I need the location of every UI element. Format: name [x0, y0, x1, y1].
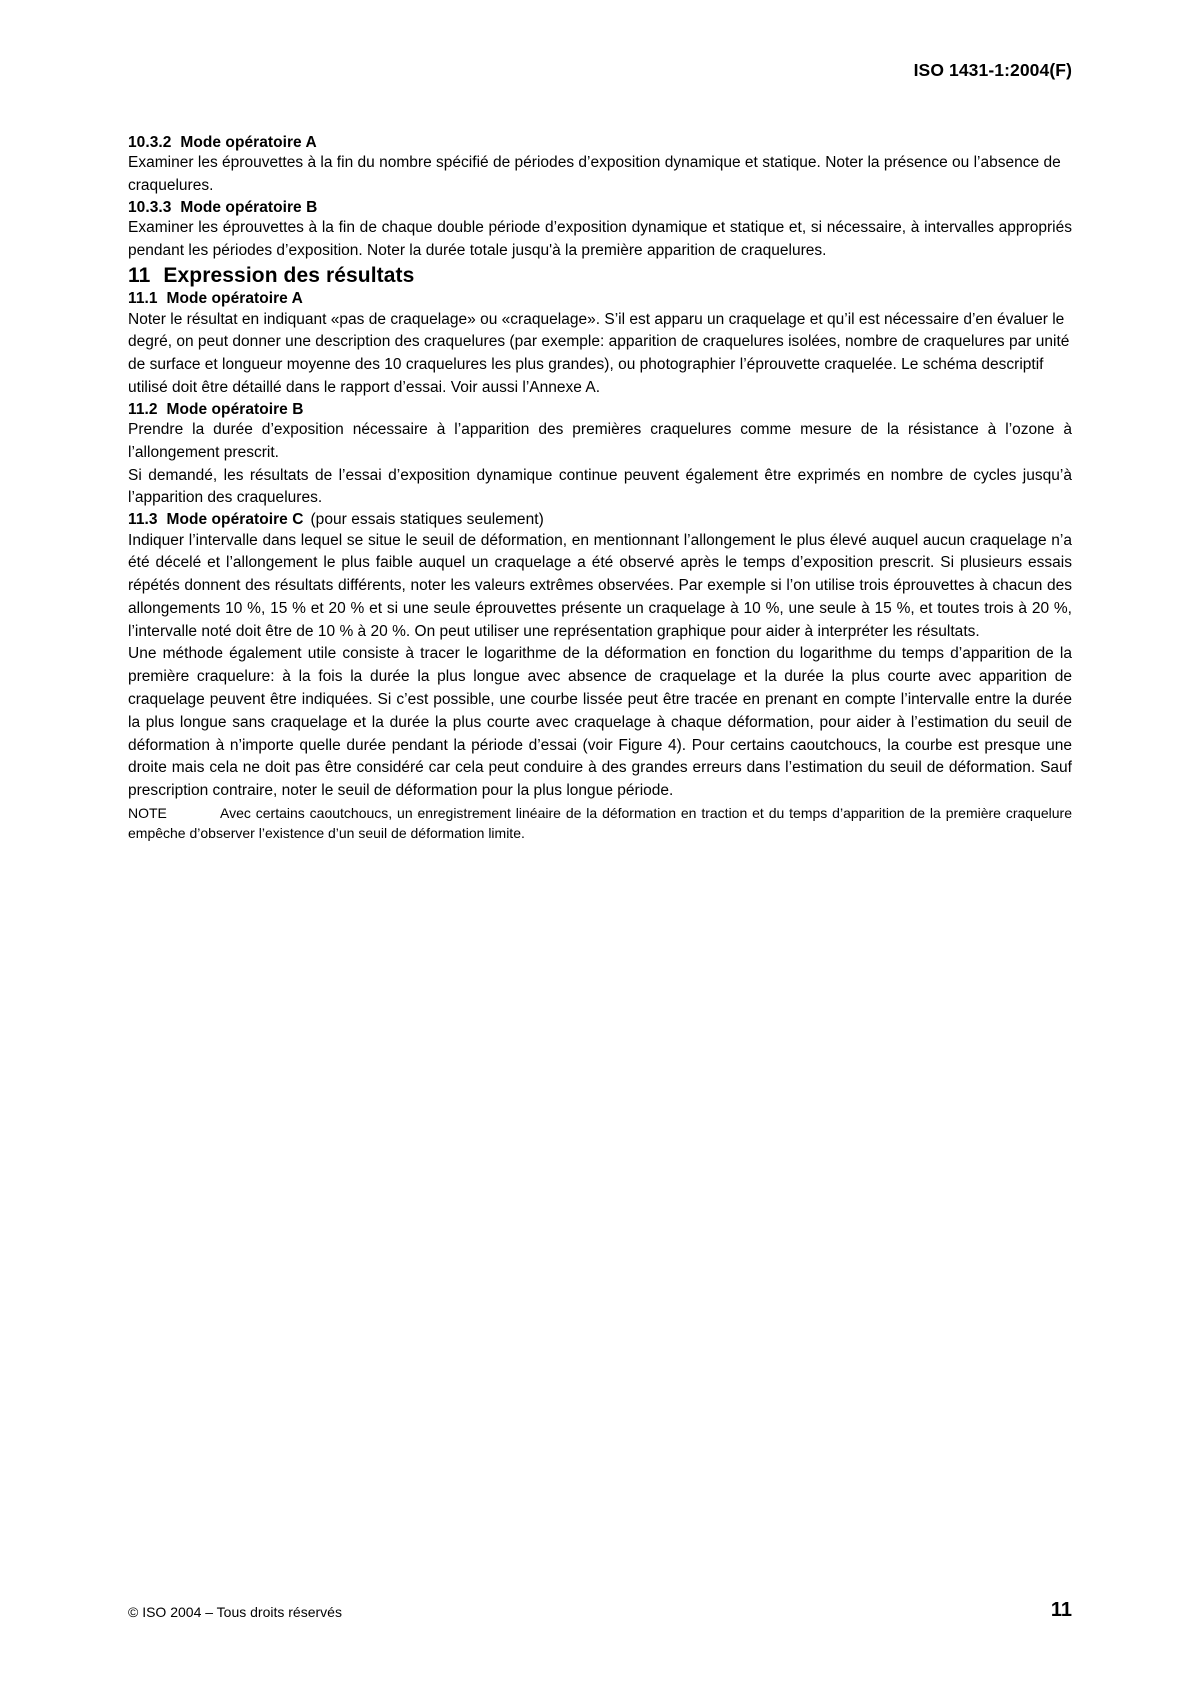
heading-11-3: [128, 510, 1072, 529]
heading-11-2-title: Mode opératoire B: [166, 400, 304, 418]
page-header-area: [128, 0, 1072, 81]
paragraph-11-3-b: Une méthode également utile consiste à tracer le logarithme de la déformation en fonction du logarithme du temps d’apparition de la première craquelure: à la fois la durée la plus longue avec absence de craquelage et la durée la plus courte avec apparition de craquelage peuvent être indiquées. Si c’est possible, une courbe lissée peut être tracée en prenant en compte l’intervalle entre la durée la plus longue sans craquelage et la durée la plus courte avec craquelage à chaque déformation, pour aider à l’estimation du seuil de déformation à n’importe quelle durée pendant la période d’essai (voir Figure 4). Pour certains caoutchoucs, la courbe est presque une droite mais cela ne doit pas être considéré car cela peut conduire à des grandes erreurs dans l’estimation du seuil de déformation. Sauf prescription contraire, noter le seuil de déformation pour la plus longue période.: [128, 645, 1072, 800]
heading-10-3-2-title: Mode opératoire A: [180, 134, 317, 151]
page-number: 11: [1050, 1599, 1072, 1621]
heading-11-3-suffix: (pour essais statiques seulement): [310, 511, 544, 529]
heading-10-3-2: [128, 133, 1072, 152]
heading-11: [128, 263, 1072, 289]
heading-11-3-number: 11.3: [128, 511, 158, 529]
heading-11-2: [128, 400, 1072, 419]
paragraph-11-2-a: Prendre la durée d’exposition nécessaire à l’apparition des premières craquelures comme mesure de la résistance à l’ozone à l’allongement prescrit.: [128, 421, 1072, 461]
heading-11-1: [128, 289, 1072, 308]
page-footer: [128, 1599, 1072, 1621]
heading-10-3-3-title: Mode opératoire B: [180, 198, 318, 216]
heading-10-3-3-number: 10.3.3: [128, 198, 172, 216]
paragraph-10-3-2: Examiner les éprouvettes à la fin du nombre spécifié de périodes d’exposition dynamique et statique. Noter la présence ou l’absence de craquelures.: [128, 154, 1061, 195]
heading-11-number: 11: [128, 263, 151, 287]
paragraph-11-2-b: Si demandé, les résultats de l’essai d’exposition dynamique continue peuvent également être exprimés en nombre de cycles jusqu’à l’apparition des craquelures.: [128, 466, 1072, 507]
note-text: Avec certains caoutchoucs, un enregistrement linéaire de la déformation en traction et du temps d’apparition de la première craquelure empêche d’observer l’existence d’un seuil de déformation limite.: [128, 804, 1072, 842]
heading-11-2-number: 11.2: [128, 400, 158, 418]
document-body: [128, 133, 1072, 1697]
heading-11-3-title: Mode opératoire C: [166, 511, 304, 529]
note-block: [128, 803, 1072, 844]
heading-11-1-number: 11.1: [128, 290, 158, 308]
paragraph-11-3-a: Indiquer l’intervalle dans lequel se situe le seuil de déformation, en mentionnant l’allongement le plus élevé auquel aucun craquelage n’a été décelé et l’allongement le plus faible auquel un craquelage a été observé après le temps d’exposition prescrit. Si plusieurs essais répétés donnent des résultats différents, noter les valeurs extrêmes observées. Par exemple si l’on utilise trois éprouvettes à chacun des allongements 10 %, 15 % et 20 % et si une seule éprouvettes présente un craquelage à 10 %, une seule à 15 %, et toutes trois à 20 %, l’intervalle noté doit être de 10 % à 20 %. On peut utiliser une représentation graphique pour aider à interpréter les résultats.: [128, 531, 1072, 640]
standard-reference-header: ISO 1431-1:2004(F): [913, 60, 1072, 80]
note-label: NOTE: [128, 804, 167, 821]
heading-10-3-3: [128, 198, 1072, 217]
copyright-notice: © ISO 2004 – Tous droits réservés: [128, 1604, 342, 1621]
heading-11-title: Expression des résultats: [163, 263, 415, 287]
paragraph-11-1: Noter le résultat en indiquant «pas de craquelage» ou «craquelage». S’il est apparu un craquelage et qu’il est nécessaire d’en évaluer le degré, on peut donner une description des craquelures (par exemple: apparition de craquelures isolées, nombre de craquelures par unité de surface et longueur moyenne des 10 craquelures les plus grandes), ou photographier l’éprouvette craquelée. Le schéma descriptif utilisé doit être détaillé dans le rapport d’essai. Voir aussi l’Annexe A.: [128, 310, 1070, 396]
heading-11-1-title: Mode opératoire A: [166, 290, 303, 308]
paragraph-10-3-3: Examiner les éprouvettes à la fin de chaque double période d’exposition dynamique et statique et, si nécessaire, à intervalles appropriés pendant les périodes d’exposition. Noter la durée totale jusqu'à la première apparition de craquelures.: [128, 219, 1072, 260]
heading-10-3-2-number: 10.3.2: [128, 134, 172, 151]
